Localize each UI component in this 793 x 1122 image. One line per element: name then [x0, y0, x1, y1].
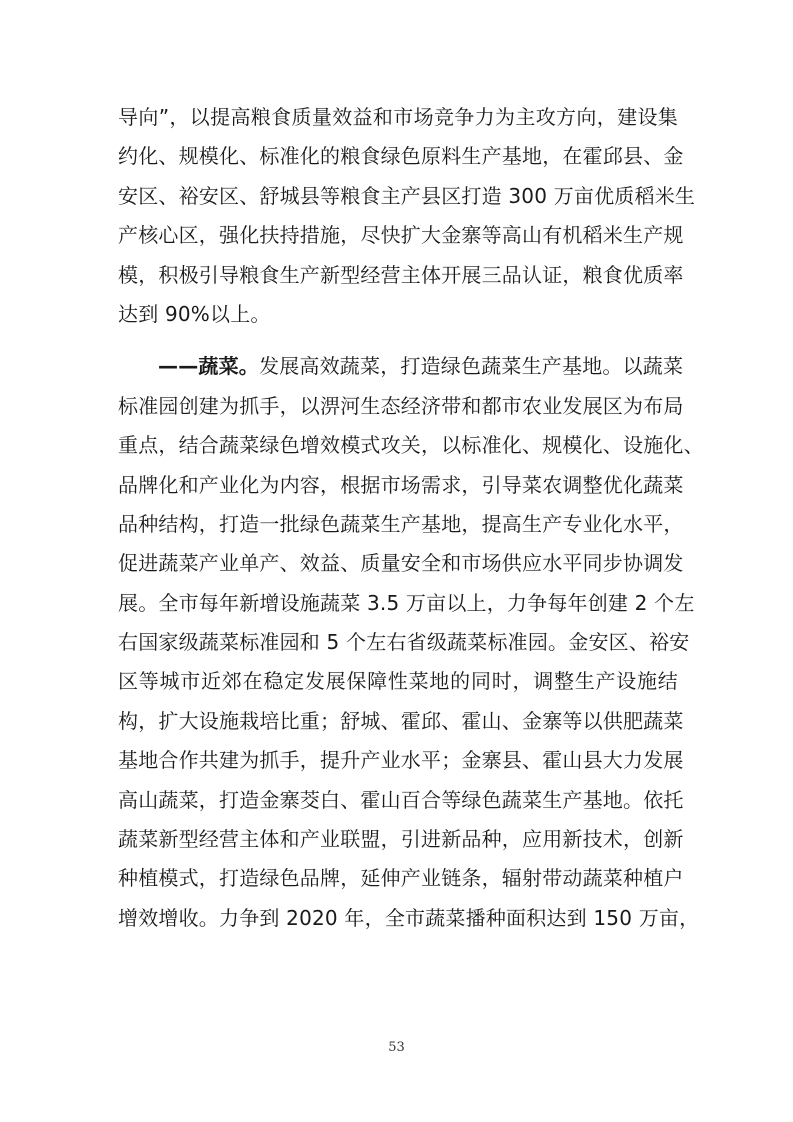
text-line: 促进蔬菜产业单产、效益、质量安全和市场供应水平同步协调发 — [118, 551, 684, 576]
text-line: 产核心区，强化扶持措施，尽快扩大金寨等高山有机稻米生产规 — [118, 223, 684, 248]
section-heading-vegetables: ——蔬菜。 — [158, 354, 259, 379]
paragraph-spacer — [118, 334, 678, 347]
text-line: 安区、裕安区、舒城县等粮食主产县区打造 300 万亩优质稻米生 — [118, 183, 696, 208]
text-line: 品种结构，打造一批绿色蔬菜生产基地，提高生产专业化水平， — [118, 511, 684, 536]
paragraph-grain — [118, 98, 696, 334]
text-line: 右国家级蔬菜标准园和 5 个左右省级蔬菜标准园。金安区、裕安 — [118, 630, 690, 655]
text-run: 发展高效蔬菜，打造绿色蔬菜生产基地。以蔬菜 — [259, 354, 684, 379]
text-line: 构，扩大设施栽培比重；舒城、霍邱、霍山、金寨等以供肥蔬菜 — [118, 708, 684, 733]
page-number: 53 — [388, 1040, 405, 1055]
text-line: 基地合作共建为抓手，提升产业水平；金寨县、霍山县大力发展 — [118, 748, 684, 773]
text-line: 高山蔬菜，打造金寨茭白、霍山百合等绿色蔬菜生产基地。依托 — [118, 787, 684, 812]
text-line: 蔬菜新型经营主体和产业联盟，引进新品种，应用新技术，创新 — [118, 827, 684, 852]
text-line: 约化、规模化、标准化的粮食绿色原料生产基地，在霍邱县、金 — [118, 144, 684, 169]
text-line-first — [118, 347, 684, 386]
text-line: 种植模式，打造绿色品牌，延伸产业链条，辐射带动蔬菜种植户 — [118, 866, 684, 891]
document-body — [118, 98, 704, 938]
text-line: 区等城市近郊在稳定发展保障性菜地的同时，调整生产设施结 — [118, 669, 678, 694]
paragraph-vegetables — [118, 347, 704, 938]
text-line: 模，积极引导粮食生产新型经营主体开展三品认证，粮食优质率 — [118, 262, 684, 287]
text-line: 增效增收。力争到 2020 年，全市蔬菜播种面积达到 150 万亩， — [118, 905, 700, 930]
text-line: 标准园创建为抓手，以淠河生态经济带和都市农业发展区为布局 — [118, 393, 684, 418]
text-line: 导向”，以提高粮食质量效益和市场竞争力为主攻方向，建设集 — [118, 105, 678, 129]
text-line: 品牌化和产业化为内容，根据市场需求，引导菜农调整优化蔬菜 — [118, 472, 684, 497]
text-line: 达到 90%以上。 — [118, 301, 271, 326]
text-line: 重点，结合蔬菜绿色增效模式攻关，以标准化、规模化、设施化、 — [118, 433, 704, 458]
text-line: 展。全市每年新增设施蔬菜 3.5 万亩以上，力争每年创建 2 个左 — [118, 590, 695, 615]
